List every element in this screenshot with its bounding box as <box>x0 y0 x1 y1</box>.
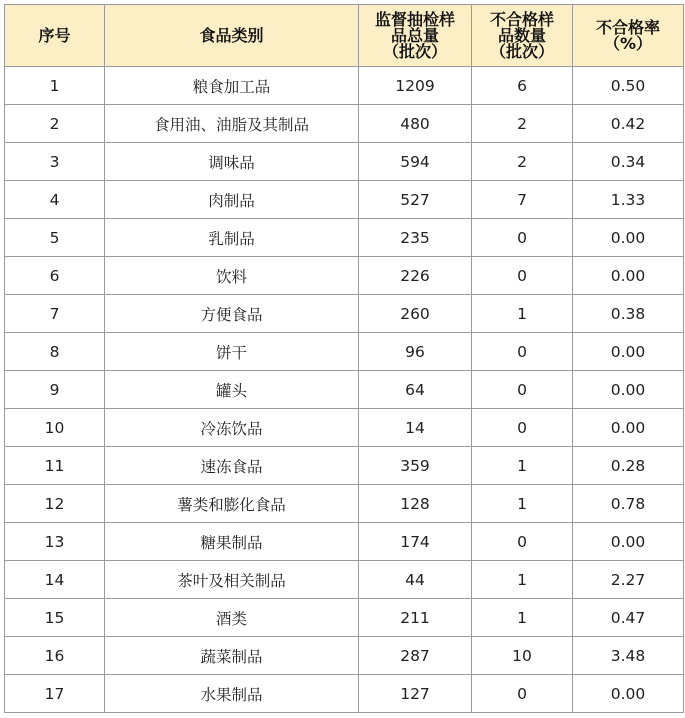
table-row <box>5 295 684 333</box>
cell-total: 211 <box>359 599 472 637</box>
cell-total: 1209 <box>359 67 472 105</box>
sampling-results-table <box>4 4 684 713</box>
cell-rate: 2.27 <box>573 561 684 599</box>
cell-failed: 1 <box>472 599 573 637</box>
table-row <box>5 371 684 409</box>
table-row <box>5 181 684 219</box>
cell-total: 527 <box>359 181 472 219</box>
cell-total: 260 <box>359 295 472 333</box>
cell-category: 罐头 <box>105 371 359 409</box>
cell-category: 饼干 <box>105 333 359 371</box>
table-row <box>5 523 684 561</box>
table-row <box>5 105 684 143</box>
header-failed-samples-line: 不合格样 <box>489 9 554 29</box>
cell-total: 594 <box>359 143 472 181</box>
header-failure-rate <box>573 5 684 67</box>
cell-index: 16 <box>5 637 105 675</box>
cell-rate: 0.50 <box>573 67 684 105</box>
cell-failed: 0 <box>472 409 573 447</box>
cell-category: 酒类 <box>105 599 359 637</box>
cell-failed: 2 <box>472 143 573 181</box>
cell-failed: 0 <box>472 675 573 713</box>
cell-total: 235 <box>359 219 472 257</box>
cell-index: 11 <box>5 447 105 485</box>
cell-rate: 3.48 <box>573 637 684 675</box>
cell-category: 速冻食品 <box>105 447 359 485</box>
cell-total: 174 <box>359 523 472 561</box>
header-failed-samples <box>472 5 573 67</box>
cell-index: 5 <box>5 219 105 257</box>
cell-category: 调味品 <box>105 143 359 181</box>
cell-failed: 10 <box>472 637 573 675</box>
cell-index: 6 <box>5 257 105 295</box>
cell-rate: 0.00 <box>573 675 684 713</box>
cell-total: 64 <box>359 371 472 409</box>
header-total-samples-line: 监督抽检样 <box>374 9 455 29</box>
cell-category: 薯类和膨化食品 <box>105 485 359 523</box>
cell-rate: 0.00 <box>573 523 684 561</box>
cell-category: 食用油、油脂及其制品 <box>105 105 359 143</box>
table-row <box>5 561 684 599</box>
header-index: 序号 <box>5 5 105 67</box>
table-row <box>5 67 684 105</box>
cell-rate: 0.42 <box>573 105 684 143</box>
cell-total: 96 <box>359 333 472 371</box>
cell-index: 3 <box>5 143 105 181</box>
cell-index: 14 <box>5 561 105 599</box>
cell-category: 糖果制品 <box>105 523 359 561</box>
cell-rate: 0.34 <box>573 143 684 181</box>
cell-rate: 0.38 <box>573 295 684 333</box>
cell-failed: 1 <box>472 447 573 485</box>
cell-rate: 0.00 <box>573 333 684 371</box>
cell-failed: 0 <box>472 257 573 295</box>
table-row <box>5 675 684 713</box>
cell-failed: 2 <box>472 105 573 143</box>
cell-index: 1 <box>5 67 105 105</box>
cell-rate: 0.00 <box>573 219 684 257</box>
header-total-samples-line: （批次） <box>382 41 447 61</box>
cell-total: 128 <box>359 485 472 523</box>
table-row <box>5 409 684 447</box>
table-header <box>5 5 684 67</box>
cell-failed: 1 <box>472 295 573 333</box>
header-total-samples-line: 品总量 <box>390 25 439 45</box>
cell-category: 方便食品 <box>105 295 359 333</box>
cell-category: 粮食加工品 <box>105 67 359 105</box>
cell-category: 茶叶及相关制品 <box>105 561 359 599</box>
cell-index: 15 <box>5 599 105 637</box>
table-body <box>5 67 684 713</box>
cell-index: 10 <box>5 409 105 447</box>
cell-index: 8 <box>5 333 105 371</box>
cell-rate: 0.00 <box>573 409 684 447</box>
table-row <box>5 599 684 637</box>
cell-failed: 1 <box>472 485 573 523</box>
cell-failed: 0 <box>472 333 573 371</box>
cell-total: 14 <box>359 409 472 447</box>
cell-category: 蔬菜制品 <box>105 637 359 675</box>
cell-failed: 0 <box>472 371 573 409</box>
cell-rate: 0.47 <box>573 599 684 637</box>
cell-rate: 0.28 <box>573 447 684 485</box>
cell-total: 44 <box>359 561 472 599</box>
cell-category: 水果制品 <box>105 675 359 713</box>
cell-index: 2 <box>5 105 105 143</box>
cell-total: 480 <box>359 105 472 143</box>
cell-index: 4 <box>5 181 105 219</box>
cell-index: 13 <box>5 523 105 561</box>
table-row <box>5 485 684 523</box>
cell-failed: 6 <box>472 67 573 105</box>
cell-index: 7 <box>5 295 105 333</box>
cell-category: 乳制品 <box>105 219 359 257</box>
cell-failed: 1 <box>472 561 573 599</box>
table-row <box>5 257 684 295</box>
cell-index: 17 <box>5 675 105 713</box>
cell-category: 冷冻饮品 <box>105 409 359 447</box>
cell-index: 12 <box>5 485 105 523</box>
cell-total: 287 <box>359 637 472 675</box>
header-row <box>5 5 684 67</box>
cell-total: 359 <box>359 447 472 485</box>
header-total-samples <box>359 5 472 67</box>
table-row <box>5 143 684 181</box>
cell-rate: 1.33 <box>573 181 684 219</box>
table-row <box>5 637 684 675</box>
table-row <box>5 447 684 485</box>
cell-total: 127 <box>359 675 472 713</box>
cell-total: 226 <box>359 257 472 295</box>
cell-failed: 7 <box>472 181 573 219</box>
table-row <box>5 333 684 371</box>
cell-failed: 0 <box>472 219 573 257</box>
header-failure-rate-line: 不合格率 <box>595 17 660 37</box>
header-failed-samples-line: 品数量 <box>497 25 546 45</box>
cell-rate: 0.78 <box>573 485 684 523</box>
table-row <box>5 219 684 257</box>
cell-category: 饮料 <box>105 257 359 295</box>
cell-rate: 0.00 <box>573 371 684 409</box>
header-failure-rate-line: （%） <box>603 33 653 53</box>
cell-failed: 0 <box>472 523 573 561</box>
cell-rate: 0.00 <box>573 257 684 295</box>
cell-index: 9 <box>5 371 105 409</box>
cell-category: 肉制品 <box>105 181 359 219</box>
header-category: 食品类别 <box>105 5 359 67</box>
header-failed-samples-line: （批次） <box>489 41 554 61</box>
